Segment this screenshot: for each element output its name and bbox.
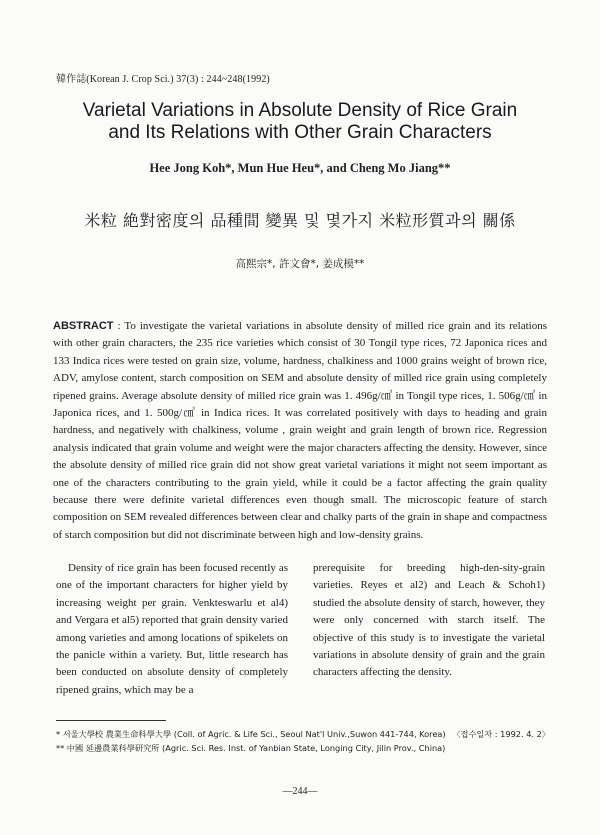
footnote-divider [56,720,166,721]
received-date: 〈접수일자 : 1992. 4. 2〉 [452,729,550,739]
footnotes [56,728,550,755]
korean-title: 米粒 絶對密度의 品種間 變異 및 몇가지 米粒形質과의 關係 [84,211,516,230]
author-list: Hee Jong Koh*, Mun Hue Heu*, and Cheng Mo Jiang** [149,161,451,175]
title-line-2: and Its Relations with Other Grain Characters [108,122,492,143]
footnote-row-1 [56,728,550,742]
footnote-affiliation-1: * 서울大學校 農業生命科學大學 (Coll. of Agric. & Life Sci., Seoul Nat'l Univ.,Suwon 441-744, Korea) [56,729,446,739]
abstract-body: : To investigate the varietal variations in absolute density of milled rice grain and its relations with other grain characters, the 235 rice varieties which consist of 30 Tongil type rices, 72 Japonica rices and 133 Indica rices were tested on grain size, volume, hardness, chalkiness and 1000 grains weight of brown rice, ADV, amylose content, starch composition on SEM and absolute density of milled rice grain using completely ripened grains. Average absolute density of milled rice grain was 1. 496g/㎤ in Tongil type rices, 1. 506g/㎤ in Japonica rices, and 1. 500g/㎤ in Indica rices. It was correlated positively with days to heading and grain hardness, and negatively with chalkiness, volume , grain weight and grain length of brown rice. Regression analysis indicated that grain volume and weight were the major characters affecting the density. However, since the absolute density of milled rice grain did not show great varietal variations it might not seem important as one of the characters contributing to the grain yield, while it could be a factor affecting the grain quality because there were definite varietal differences even though small. The microscopic feature of starch composition on SEM revealed differences between clear and chalky parts of the grain in shape and compactness of starch composition but did not discriminate between high and low-density grains. [53,320,547,541]
intro-paragraph-right: prerequisite for breeding high-den-sity-grain varieties. Reyes et al2) and Leach & Schoh1) studied the absolute density of starch, however, they were only concerned with starch itself. The objective of this study is to investigate the varietal variations in absolute density of grain and the grain characters affecting the density. [313,562,545,679]
body-column-right [313,560,545,682]
body-column-left [56,560,288,699]
intro-paragraph-left: Density of rice grain has been focused recently as one of the important characters for higher yield by increasing weight per grain. Venkteswarlu et al4) and Vergara et al5) reported that grain density varied among varieties and among locations of spikelets on the panicle within a variety. But, little research has been conducted on absolute density of completely ripened grains, which may be a [56,562,288,696]
abstract [53,318,547,544]
abstract-label: ABSTRACT [53,320,114,332]
korean-author-list: 高熙宗*, 許文會*, 姜成模** [235,258,365,270]
title-line-1: Varietal Variations in Absolute Density of Rice Grain [82,100,518,121]
journal-reference: 韓作誌(Korean J. Crop Sci.) 37(3) : 244~248(1992) [56,74,270,85]
page-number: —244— [282,786,318,797]
footnote-affiliation-2: ** 中國 延邊農業科學研究所 (Agric. Sci. Res. Inst. of Yanbian State, Longing City, Jilin Prov., China) [56,742,446,753]
paper-title [40,100,560,144]
